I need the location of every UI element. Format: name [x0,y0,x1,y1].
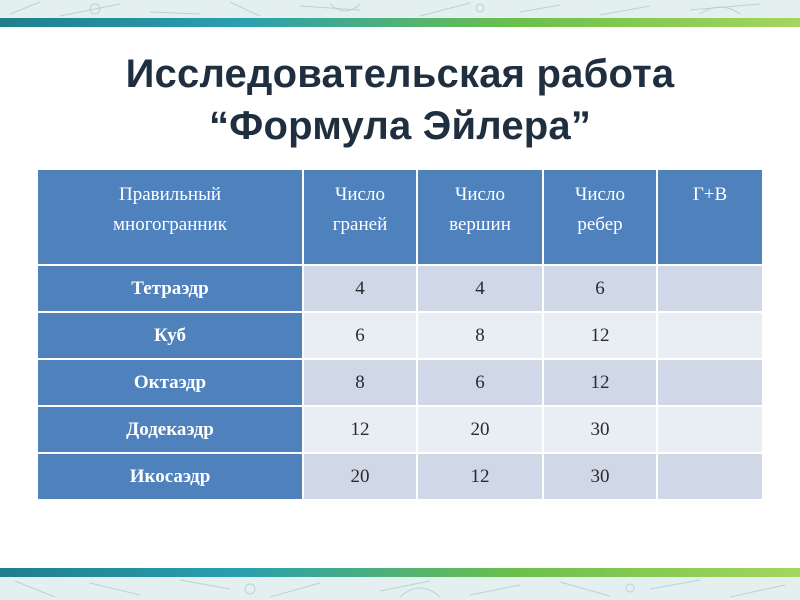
table-row [37,312,763,359]
cell-sum [657,359,763,406]
cell-vertices: 20 [417,406,543,453]
bottom-decor-strip [0,577,800,600]
cell-edges: 30 [543,453,657,500]
cell-name: Тетраэдр [37,265,303,312]
cell-vertices: 8 [417,312,543,359]
header-vertices: Число вершин [417,169,543,265]
cell-vertices: 4 [417,265,543,312]
cell-faces: 12 [303,406,417,453]
cell-edges: 12 [543,359,657,406]
cell-vertices: 12 [417,453,543,500]
header-faces: Число граней [303,169,417,265]
header-edges: Число ребер [543,169,657,265]
title-line-1: Исследовательская работа [125,52,675,96]
cell-edges: 12 [543,312,657,359]
cell-name: Додекаэдр [37,406,303,453]
polyhedra-table [36,168,764,501]
table-row [37,359,763,406]
cell-sum [657,453,763,500]
title-line-2: “Формула Эйлера” [208,104,592,148]
top-accent-bar [0,18,800,27]
cell-edges: 6 [543,265,657,312]
slide-title [0,48,800,152]
cell-name: Икосаэдр [37,453,303,500]
cell-name: Куб [37,312,303,359]
cell-sum [657,406,763,453]
top-sketch-decoration [0,0,800,18]
cell-faces: 6 [303,312,417,359]
cell-sum [657,265,763,312]
cell-faces: 8 [303,359,417,406]
bottom-sketch-decoration [0,577,800,600]
top-decor-strip [0,0,800,18]
header-polyhedron: Правильный многогранник [37,169,303,265]
table-row [37,406,763,453]
cell-edges: 30 [543,406,657,453]
header-faces-plus-vertices: Г+В [657,169,763,265]
cell-faces: 20 [303,453,417,500]
table-header-row [37,169,763,265]
cell-faces: 4 [303,265,417,312]
cell-sum [657,312,763,359]
table-row [37,453,763,500]
cell-name: Октаэдр [37,359,303,406]
table-row [37,265,763,312]
bottom-accent-bar [0,568,800,577]
cell-vertices: 6 [417,359,543,406]
